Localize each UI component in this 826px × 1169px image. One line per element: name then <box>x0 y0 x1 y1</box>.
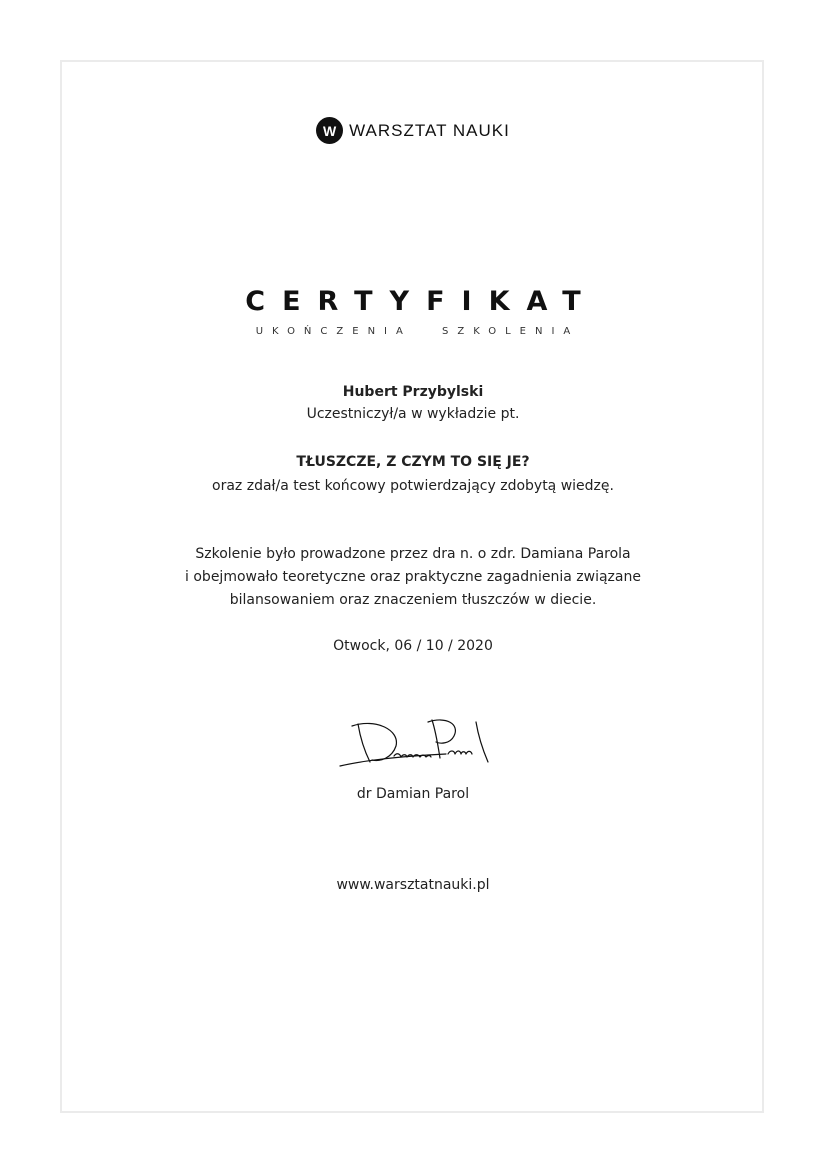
lecture-title: TŁUSZCZE, Z CZYM TO SIĘ JE? <box>296 454 530 470</box>
certificate-title: CERTYFIKAT <box>245 286 598 317</box>
logo-text: WARSZTAT NAUKI <box>349 120 510 140</box>
description-line-1: Szkolenie było prowadzone przez dra n. o zdr. Damiana Parola <box>195 546 631 562</box>
test-passed-text: oraz zdał/a test końcowy potwierdzający zdobytą wiedzę. <box>212 478 614 494</box>
participant-name: Hubert Przybylski <box>342 384 484 400</box>
handwritten-signature <box>336 716 496 776</box>
participation-text: Uczestniczył/a w wykładzie pt. <box>306 406 520 422</box>
logo-mark-icon: W <box>316 117 343 144</box>
place-and-date: Otwock, 06 / 10 / 2020 <box>333 638 493 654</box>
certificate-subtitle: UKOŃCZENIA SZKOLENIA <box>255 326 580 337</box>
description-line-2: i obejmowało teoretyczne oraz praktyczne zagadnienia związane <box>185 569 641 585</box>
description-line-3: bilansowaniem oraz znaczeniem tłuszczów w diecie. <box>229 592 597 608</box>
brand-logo <box>0 117 826 144</box>
signer-name: dr Damian Parol <box>356 786 470 802</box>
website-link[interactable]: www.warsztatnauki.pl <box>336 877 490 893</box>
